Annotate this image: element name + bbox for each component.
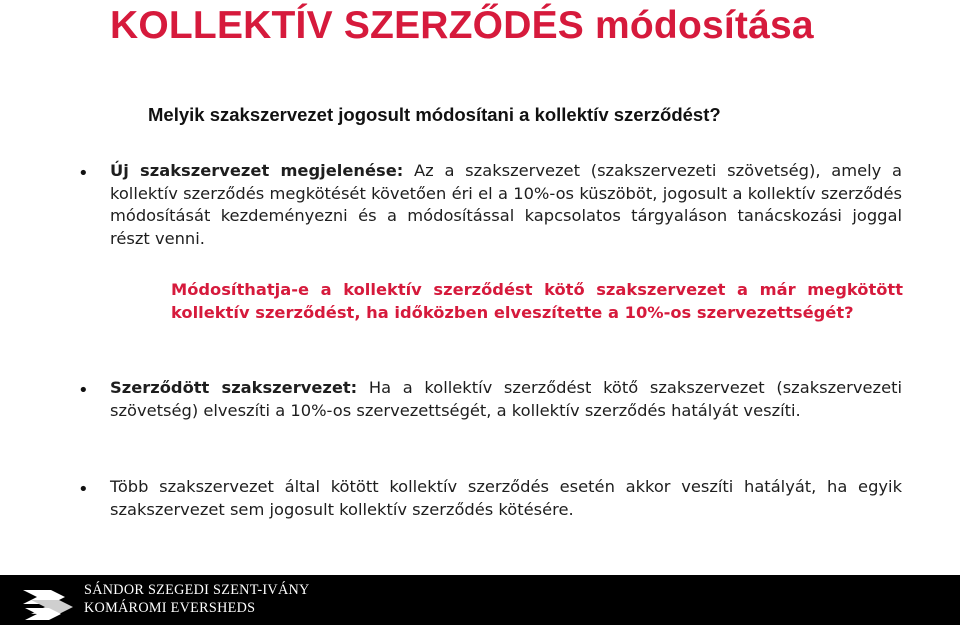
paragraph-multiple-unions [110,476,902,521]
paragraph-multiple-unions-text: Több szakszervezet által kötött kollektív szerződés esetén akkor veszíti hatályát, ha egyik szakszervezet sem jogosult kollektív szerződés kötésére. [110,477,902,519]
paragraph-new-union-lead: Új szakszervezet megjelenése: [110,161,404,180]
question-heading-1: Melyik szakszervezet jogosult módosítani a kollektív szerződést? [148,104,721,125]
bullet-1: • [78,163,89,184]
paragraph-contracted-union-text: Ha a kollektív szerződést kötő szakszervezet (szakszervezeti szövetség) elveszíti a 10%-os szervezettségét, a kollektív szerződés hatályát veszíti. [110,378,902,420]
logo-text-line-1: SÁNDOR SZEGEDI SZENT-IVÁNY [84,582,310,598]
paragraph-contracted-union-lead: Szerződött szakszervezet: [110,378,358,397]
stacked-arrows-logo-mark-icon [21,586,77,620]
bullet-3: • [78,479,89,500]
logo-text-line-2: KOMÁROMI EVERSHEDS [84,600,256,616]
paragraph-new-union [110,160,902,250]
company-logo [21,582,310,622]
paragraph-new-union-text: Az a szakszervezet (szakszervezeti szövetség), amely a kollektív szerződés megkötését követően éri el a 10%-os küszöböt, jogosult a kollektív szerződés módosítását kezdeményezni és a módosítással kapcsolatos tárgyaláson tanácskozási joggal részt venni. [110,161,902,248]
bullet-2: • [78,380,89,401]
slide-title: KOLLEKTÍV SZERZŐDÉS módosítása [110,4,814,47]
question-heading-2: Módosíthatja-e a kollektív szerződést kötő szakszervezet a már megkötött kollektív szerződést, ha időközben elveszítette a 10%-os szervezettségét? [171,280,903,322]
paragraph-contracted-union [110,377,902,422]
